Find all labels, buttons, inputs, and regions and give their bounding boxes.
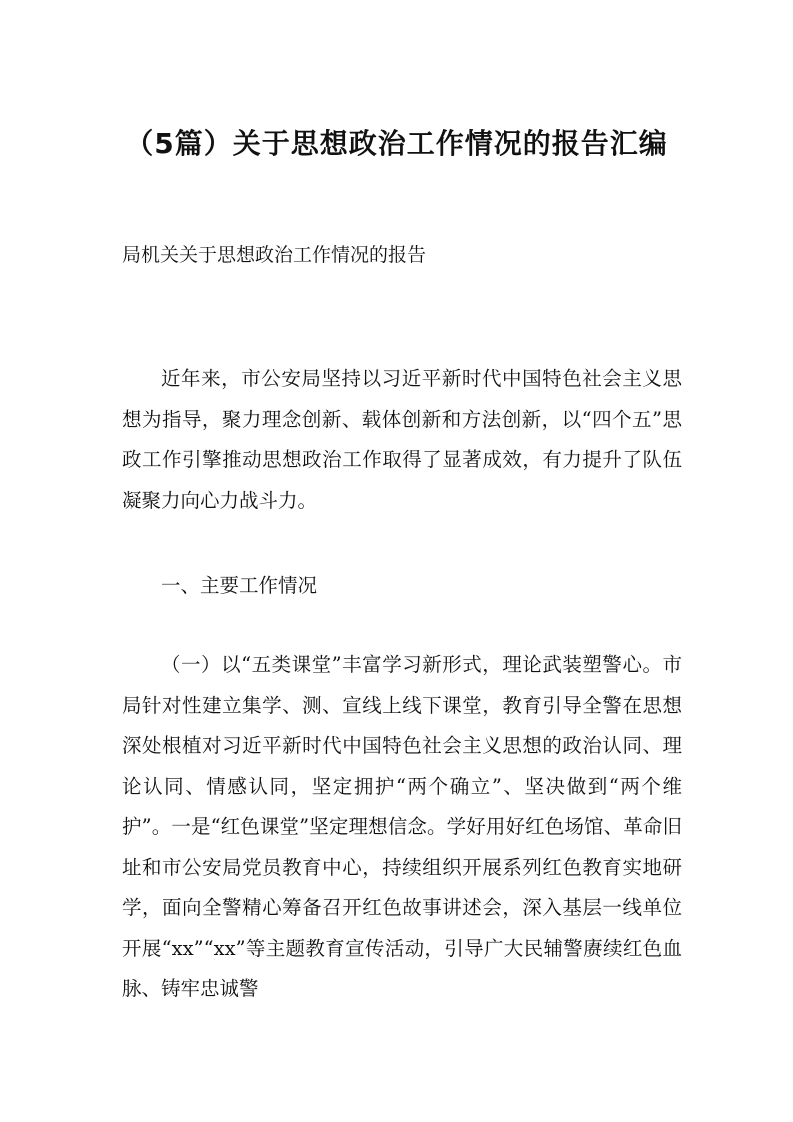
document-title: （5篇）关于思想政治工作情况的报告汇编: [125, 127, 668, 160]
paragraph-section-1: （一）以“五类课堂”丰富学习新形式，理论武装塑警心。市局针对性建立集学、测、宣线上线下课堂，教育引导全警在思想深处根植对习近平新时代中国特色社会主义思想的政治认同、理论认同、情感认同，坚定拥护“两个确立”、坚决做到“两个维护”。一是“红色课堂”坚定理想信念。学好用好红色场馆、革命旧址和市公安局党员教育中心，持续组织开展系列红色教育实地研学，面向全警精心筹备召开红色故事讲述会，深入基层一线单位开展“xx”“xx”等主题教育宣传活动，引导广大民辅警赓续红色血脉、铸牢忠诚警: [122, 653, 682, 1000]
paragraph-intro: 近年来，市公安局坚持以习近平新时代中国特色社会主义思想为指导，聚力理念创新、载体创新和方法创新，以“四个五”思政工作引擎推动思想政治工作取得了显著成效，有力提升了队伍凝聚力向心力战斗力。: [122, 367, 682, 512]
section-heading: 一、主要工作情况: [161, 574, 318, 597]
document-subtitle: 局机关关于思想政治工作情况的报告: [122, 244, 427, 266]
